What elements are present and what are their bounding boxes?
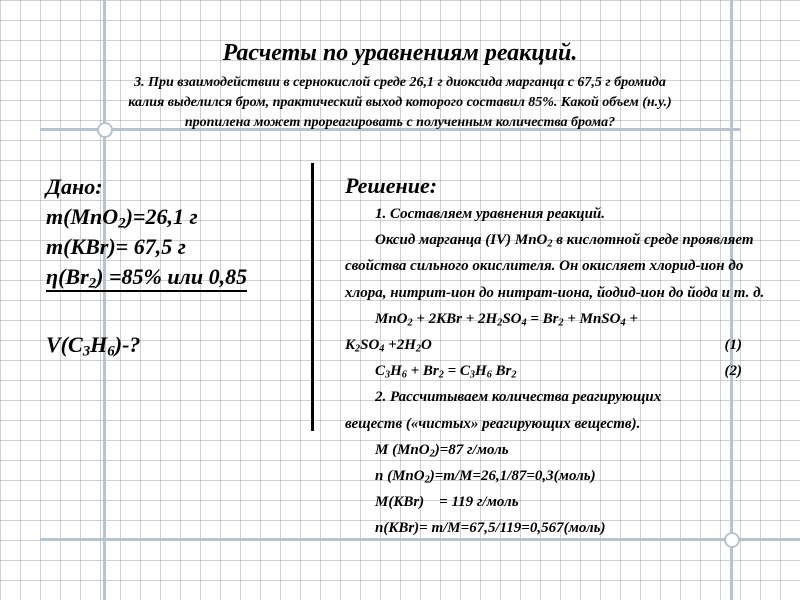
calc-moles-mno2: n (MnO$_2$)=m/M=26,1/87=0,3(моль) [375, 468, 596, 486]
calc-moles-kbr: n(KBr)= m/M=67,5/119=0,567(моль) [375, 520, 606, 537]
solution-label: Решение: [345, 173, 438, 198]
given-label: Дано: [46, 174, 103, 199]
calc-molar-mass-mno2: M (MnO$_2$)=87 г/моль [375, 441, 509, 460]
calc-molar-mass-kbr: M(KBr) = 119 г/моль [375, 494, 519, 511]
solution-step-2-continued: веществ («чистых» реагирующих веществ). [345, 415, 641, 432]
given-item-yield: $\eta(Br_2) =85\%$ или 0,85 [46, 264, 248, 292]
given-item-mno2: m(MnO$_2$)=26,1 г [46, 204, 198, 232]
given-item-kbr: m(KBr)= 67,5 г [46, 234, 186, 259]
equation-number: (1) [724, 337, 742, 354]
solution-step-1: 1. Составляем уравнения реакций. [375, 206, 606, 222]
find-item-volume: $V(C_3H_6)-$? [46, 332, 141, 360]
problem-line: 3. При взаимодействии в сернокислой среде 26,1 г диоксида марганца с 67,5 г бромида [134, 75, 666, 90]
problem-line: калия выделился бром, практический выход которого составил 85%. Какой объем (н.у.) [128, 95, 672, 110]
equation-number: (2) [724, 363, 742, 380]
given-section [46, 172, 306, 360]
slide-title: Расчеты по уравнениям реакций. [222, 40, 578, 66]
equation-1: $MnO_2 + 2KBr + 2H_2SO_4 = Br_2$ + MnSO$_4$ + [375, 310, 638, 329]
solution-step-2: 2. Рассчитываем количества реагирующих [375, 389, 662, 406]
problem-line: пропилена может прореагировать с полученным количества брома? [184, 115, 616, 130]
problem-statement [40, 73, 760, 133]
solution-explanation: Оксид марганца (IV) MnO$_2$ в кислотной среде проявляет свойства сильного окислителя. Он окисляет хлорид-ион до хлора, нитрит-ион до нитрат-иона, йодид-ион до йода и т. д. [345, 232, 765, 301]
solution-body [345, 201, 770, 542]
solution-section [345, 171, 770, 542]
equation-2: $C_3H_6 + Br_2 = C_3H_6$ $Br_2$ (2) [345, 358, 770, 384]
given-solution-divider [311, 163, 314, 431]
equation-1-continued: $K_2SO_4 +2H_2O$ (1) [345, 332, 770, 358]
